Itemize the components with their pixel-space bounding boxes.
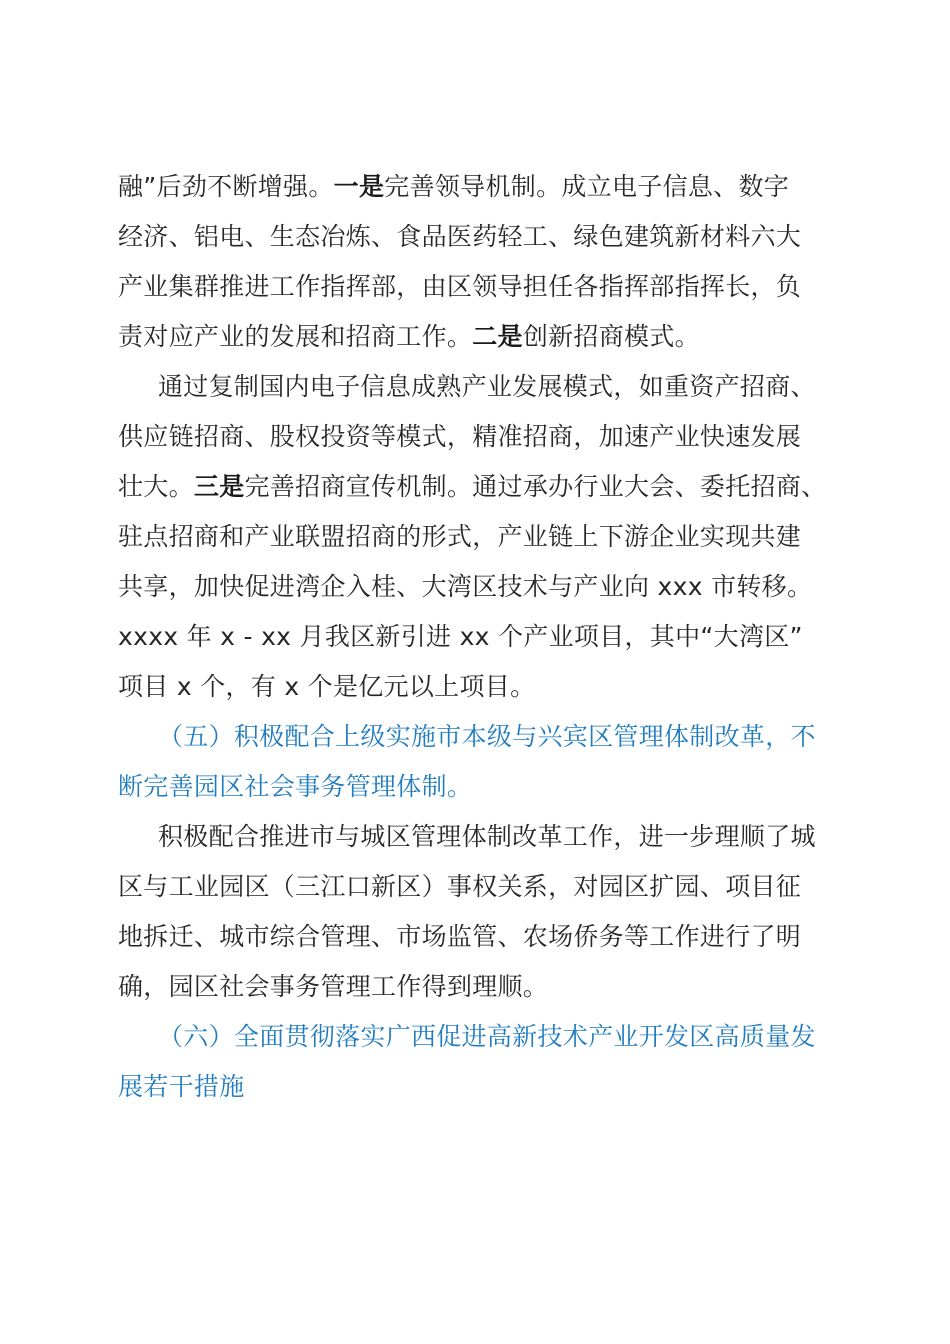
text-segment: 完善领导机制。成立电子信息、数字 [384,172,790,201]
paragraph-1-line-1 [118,170,838,204]
section-heading-5-line-1: （五）积极配合上级实施市本级与兴宾区管理体制改革，不 [158,722,816,751]
paragraph-3-line-2: 区与工业园区（三江口新区）事权关系，对园区扩园、项目征 [118,872,802,901]
paragraph-3-line-4: 确，园区社会事务管理工作得到理顺。 [118,972,549,1001]
text-segment: 完善招商宣传机制。通过承办行业大会、委托招商、 [244,472,827,501]
paragraph-1-line-4 [118,320,838,354]
text-segment: 融”后劲不断增强。 [118,172,334,201]
paragraph-3-line-3: 地拆迁、城市综合管理、市场监管、农场侨务等工作进行了明 [118,922,802,951]
section-heading-5-line-2: 断完善园区社会事务管理体制。 [118,772,473,801]
text-segment: 壮大。 [118,472,194,501]
paragraph-3-line-1: 积极配合推进市与城区管理体制改革工作，进一步理顺了城 [158,822,816,851]
bold-marker: 一是 [333,172,385,201]
paragraph-2-line-1: 通过复制国内电子信息成熟产业发展模式，如重资产招商、 [158,372,816,401]
paragraph-2-line-7: 项目 x 个，有 x 个是亿元以上项目。 [118,672,536,701]
bold-marker: 三是 [193,472,245,501]
paragraph-1-line-3: 产业集群推进工作指挥部，由区领导担任各指挥部指挥长，负 [118,272,802,301]
text-segment: 责对应产业的发展和招商工作。 [118,322,473,351]
section-heading-6-line-2: 展若干措施 [118,1072,245,1101]
paragraph-2-line-6: xxxx 年 x - xx 月我区新引进 xx 个产业项目，其中“大湾区” [118,622,803,651]
section-heading-6-line-1: （六）全面贯彻落实广西促进高新技术产业开发区高质量发 [158,1022,816,1051]
paragraph-2-line-3 [118,470,838,504]
paragraph-2-line-2: 供应链招商、股权投资等模式，精准招商，加速产业快速发展 [118,422,802,451]
text-segment: 创新招商模式。 [522,322,700,351]
paragraph-1-line-2: 经济、铝电、生态冶炼、食品医药轻工、绿色建筑新材料六大 [118,222,802,251]
bold-marker: 二是 [472,322,523,351]
paragraph-2-line-4: 驻点招商和产业联盟招商的形式，产业链上下游企业实现共建 [118,522,802,551]
paragraph-2-line-5: 共享，加快促进湾企入桂、大湾区技术与产业向 xxx 市转移。 [118,572,813,601]
